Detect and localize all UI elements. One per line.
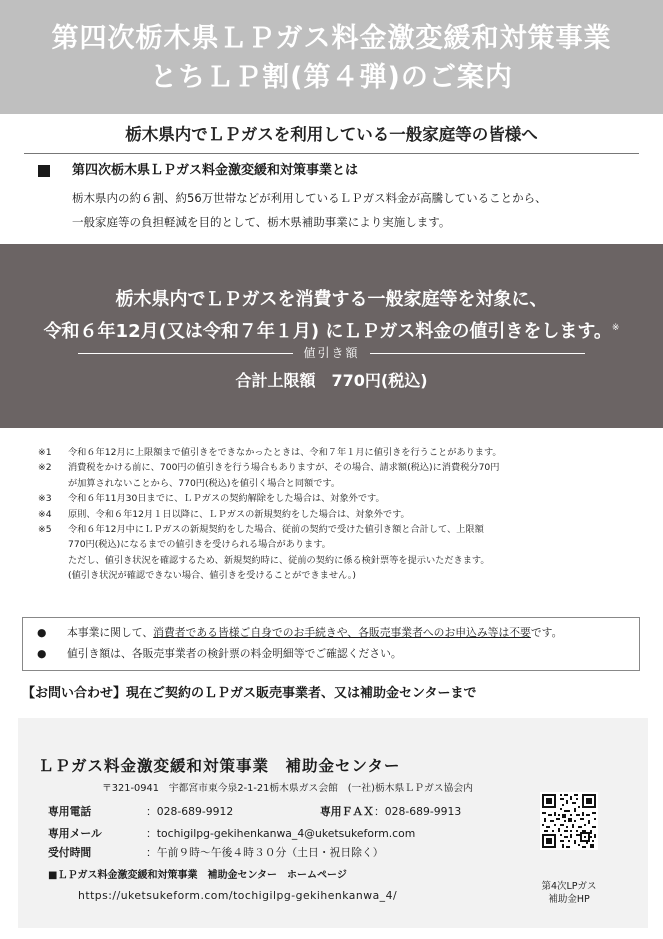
- label-left-line: [78, 353, 293, 354]
- tel-label: 専用電話: [48, 805, 92, 818]
- note-line: (値引き状況が確認できない場合、値引きを受けることができません。): [68, 570, 356, 582]
- label-right-line: [370, 353, 585, 354]
- mail-value[interactable]: ：tochigilpg-gekihenkanwa_4@uketsukeform.com: [146, 827, 416, 840]
- note-item: [38, 522, 638, 584]
- fax-label: 専用ＦＡＸ: [320, 805, 374, 818]
- note-line: 令和６年12月に上限額まで値引きをできなかったときは、令和７年１月に値引きを行うことがあります。: [68, 447, 502, 458]
- note-item: [38, 460, 638, 491]
- announcement-line2: [0, 316, 663, 344]
- note-mark: ※2: [38, 462, 52, 474]
- black-square-icon: [38, 165, 50, 177]
- discount-announcement-band: [0, 244, 663, 428]
- note-line: 770円(税込)になるまでの値引きを受けられる場合があります。: [68, 539, 331, 551]
- note-line: ただし、値引き状況を確認するため、新規契約時に、従前の契約に係る検針票等を提示いただきます。: [68, 554, 490, 566]
- announcement-line2-text: 令和６年12月(又は令和７年１月) にＬＰガス料金の値引きをします。: [43, 321, 612, 342]
- notice-item-1: [37, 622, 639, 643]
- note-line: 消費税をかける前に、700円の値引きを行う場合もありますが、その場合、請求額(税込)に消費税分70円: [68, 462, 500, 474]
- mail-label: 専用メール: [48, 827, 102, 840]
- section-body-line1: 栃木県内の約６割、約56万世帯などが利用しているＬＰガス料金が高騰していることから、: [72, 191, 547, 205]
- qr-caption-line2: 補助金HP: [548, 894, 590, 905]
- note-item: [38, 507, 638, 522]
- note-mark: ※3: [38, 493, 52, 505]
- hours-row: [48, 845, 384, 861]
- notice-item-2: [37, 643, 639, 664]
- bullet-icon: ●: [37, 626, 47, 639]
- discount-amount: 合計上限額 770円(税込): [235, 371, 428, 390]
- hours-label: 受付時間: [48, 846, 92, 859]
- mail-row: [48, 826, 415, 842]
- note-mark: ※1: [38, 447, 52, 458]
- notice-text: 値引き額は、各販売事業者の検針票の料金明細等でご確認ください。: [67, 647, 402, 660]
- discount-label: 値引き額: [303, 346, 360, 360]
- header-title-line1: 第四次栃木県ＬＰガス料金激変緩和対策事業: [51, 23, 612, 54]
- notice-text-post: です。: [530, 626, 563, 639]
- note-item: [38, 491, 638, 506]
- note-line: が加算されないことから、770円(税込)を値引く場合と同額です。: [68, 477, 341, 489]
- tel-row: [48, 804, 233, 820]
- fax-value: ：028-689-9913: [373, 805, 462, 818]
- notes-list: [38, 445, 638, 584]
- reference-mark: ※: [611, 323, 620, 333]
- hours-value: ：午前９時～午後４時３０分（土日・祝日除く）: [146, 846, 384, 859]
- center-name: ＬＰガス料金激変緩和対策事業 補助金センター: [38, 757, 401, 775]
- qr-caption-line1: 第4次LPガス: [541, 881, 597, 892]
- fax-row: [320, 804, 461, 820]
- tel-value[interactable]: ：028-689-9912: [146, 805, 234, 818]
- section-title: 第四次栃木県ＬＰガス料金激変緩和対策事業とは: [72, 163, 359, 178]
- homepage-label: ■ＬＰガス料金激変緩和対策事業 補助金センター ホームページ: [48, 870, 347, 881]
- header-title-line2: とちＬＰ割(第４弾)のご案内: [150, 62, 513, 93]
- note-line: 令和６年12月中にＬＰガスの新規契約をした場合、従前の契約で受けた値引き額と合計して、上限額: [68, 524, 484, 536]
- discount-label-row: [0, 345, 663, 361]
- header-banner: [0, 0, 663, 114]
- center-address: 〒321-0941 宇都宮市東今泉2-1-21栃木県ガス会館 (一社)栃木県ＬＰガス協会内: [102, 783, 473, 794]
- notice-text-underlined: 消費者である皆様ご自身でのお手続きや、各販売事業者へのお申込み等は不要: [153, 626, 531, 639]
- bullet-icon: ●: [37, 647, 47, 660]
- notice-box: [22, 617, 640, 671]
- announcement-line1: 栃木県内でＬＰガスを消費する一般家庭等を対象に、: [115, 289, 548, 310]
- divider: [24, 153, 639, 154]
- note-item: [38, 445, 638, 460]
- section-body-line2: 一般家庭等の負担軽減を目的として、栃木県補助事業により実施します。: [72, 215, 451, 229]
- notice-text-pre: 本事業に関して、: [67, 626, 154, 639]
- note-line: 原則、令和６年12月１日以降に、ＬＰガスの新規契約をした場合は、対象外です。: [68, 508, 410, 520]
- note-mark: ※5: [38, 524, 52, 536]
- audience-subtitle: 栃木県内でＬＰガスを利用している一般家庭等の皆様へ: [125, 125, 538, 144]
- note-line: 令和６年11月30日までに、ＬＰガスの契約解除をした場合は、対象外です。: [68, 493, 385, 505]
- homepage-link[interactable]: https://uketsukeform.com/tochigilpg-gekihenkanwa_4/: [78, 889, 398, 902]
- note-mark: ※4: [38, 508, 52, 520]
- contact-heading: 【お問い合わせ】現在ご契約のＬＰガス販売事業者、又は補助金センターまで: [22, 686, 477, 701]
- subsidy-center-footer: [18, 718, 648, 928]
- qr-code-icon[interactable]: [540, 792, 598, 850]
